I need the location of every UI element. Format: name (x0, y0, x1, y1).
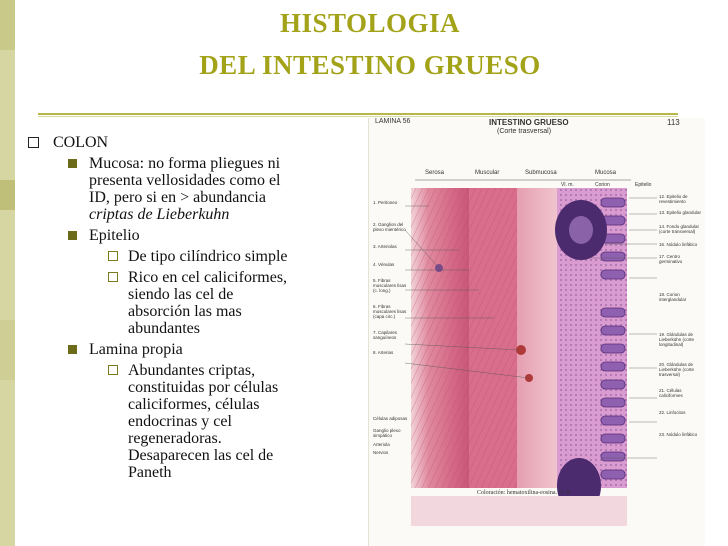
right-label: 17. Centro germinativo (659, 254, 683, 264)
slide-title-line2: DEL INTESTINO GRUESO (199, 50, 541, 80)
bullet-text: endocrinas y cel (128, 413, 232, 430)
left-label-column (373, 200, 409, 458)
right-label-column (659, 194, 703, 446)
bullet-text: Paneth (128, 464, 172, 481)
side-bar-segment (0, 0, 15, 50)
bullet-text: Desaparecen las cel de (128, 447, 274, 464)
left-label: 4. Vénulas (373, 262, 395, 267)
bullet-text: Rico en cel caliciformes, (128, 269, 288, 286)
left-label: 5. Fibras musculares lisas (c. long.) (373, 278, 407, 293)
bullet-text: Abundantes criptas, (128, 362, 256, 379)
right-label: 23. Nódulo linfático (659, 432, 698, 437)
bullet-colon (28, 134, 328, 151)
bullet-mucosa (28, 155, 328, 223)
left-label: Células adiposas (373, 416, 408, 421)
bullet-text: caliciformes, células (128, 396, 260, 413)
bullet-text: abundantes (128, 320, 200, 337)
histology-illustration (368, 118, 705, 546)
bullet-text-italic: criptas de Lieberkuhn (89, 206, 230, 223)
bullet-text: Lamina propia (89, 341, 183, 358)
decorative-side-bar (0, 0, 15, 546)
layer-label-serosa: Serosa (425, 170, 445, 176)
right-label: 19. Glándulas de Lieberkühn (corte longitudinal) (659, 332, 695, 347)
plate-number: LAMINA 56 (375, 118, 411, 125)
hollow-square-bullet-icon (108, 272, 118, 282)
submucosa-layer (517, 188, 557, 488)
figure-subheading: (Corte trasversal) (497, 128, 552, 135)
left-label: 7. Capilares sanguíneos (373, 330, 398, 340)
bullet-text: De tipo cilíndrico simple (128, 248, 288, 265)
title-divider-shadow (38, 116, 678, 117)
title-divider (38, 113, 678, 115)
figure-caption: Coloración: hematoxilina-eosina. 53 X. (477, 490, 572, 496)
bullet-text: siendo las cel de (128, 286, 234, 303)
filled-square-bullet-icon (68, 159, 77, 168)
left-label: Nervios (373, 450, 389, 455)
bullet-text: presenta vellosidades como el (89, 172, 281, 189)
bullet-text: Epitelio (89, 227, 140, 244)
layer-label-epitelio: Epitelio (635, 182, 652, 188)
right-label: 22. Linfocitos (659, 410, 686, 415)
hollow-square-bullet-icon (108, 365, 118, 375)
figure-page-number: 113 (667, 118, 680, 127)
right-label: 13. Epitelio glandular (659, 210, 702, 215)
bullet-lamina-propia (28, 341, 328, 358)
bullet-text: absorción las mas (128, 303, 242, 320)
bullet-text: regeneradoras. (128, 430, 222, 447)
filled-square-bullet-icon (68, 231, 77, 240)
bullet-text: constituidas por células (128, 379, 279, 396)
left-label: 3. Arteriolas (373, 244, 397, 249)
side-bar-segment (0, 180, 15, 210)
germinal-center (569, 216, 593, 244)
bullet-text: Mucosa: no forma pliegues ni (89, 155, 281, 172)
right-label: 12. Epitelio de revestimiento (659, 194, 688, 204)
right-label: 16. Nódulo linfático (659, 242, 698, 247)
side-bar-segment (0, 320, 15, 380)
layer-label-muscular: Muscular (475, 170, 500, 176)
layer-label-mucosa: Mucosa (595, 170, 617, 176)
bullet-text: COLON (53, 134, 109, 151)
bullet-lamina-criptas (28, 362, 328, 481)
left-label: Arteriola (373, 442, 390, 447)
muscle-fiber-texture (411, 188, 469, 488)
layer-label-corion: Corion (595, 182, 610, 188)
hollow-square-bullet-icon (108, 251, 118, 261)
right-label: 20. Glándulas de Lieberkühn (corte trasversal) (659, 362, 695, 377)
filled-square-bullet-icon (68, 345, 77, 354)
bullet-epitelio (28, 227, 328, 244)
bullet-text: ID, pero si en > abundancia (89, 189, 266, 206)
muscle-fiber-texture (469, 188, 517, 488)
left-label: 6. Fibras musculares lisas (capa circ.) (373, 304, 407, 319)
layer-label-submucosa: Submucosa (525, 170, 557, 176)
right-label: 14. Fondo glandular (corte transversal) (659, 224, 700, 234)
bullet-epitelio-tipo (28, 248, 328, 265)
left-label: 8. Arterias (373, 350, 394, 355)
bullet-list (28, 134, 328, 485)
layer-label-vm: Vl. m. (561, 182, 574, 188)
left-label: 1. Peritoneo (373, 200, 398, 205)
right-label: 21. Células caliciformes (659, 388, 683, 398)
adipose-region (411, 496, 627, 526)
slide-title-line1: HISTOLOGIA (279, 8, 461, 38)
bullet-epitelio-caliciformes (28, 269, 328, 337)
left-label: Ganglio plexo simpático (373, 428, 401, 438)
figure-heading: INTESTINO GRUESO (489, 118, 569, 127)
right-label: 18. Corion interglandular (659, 292, 687, 302)
hollow-square-bullet-icon (28, 137, 39, 148)
left-label: 2. Ganglion del plexo mientérico (373, 222, 406, 232)
histology-drawing (369, 118, 705, 546)
